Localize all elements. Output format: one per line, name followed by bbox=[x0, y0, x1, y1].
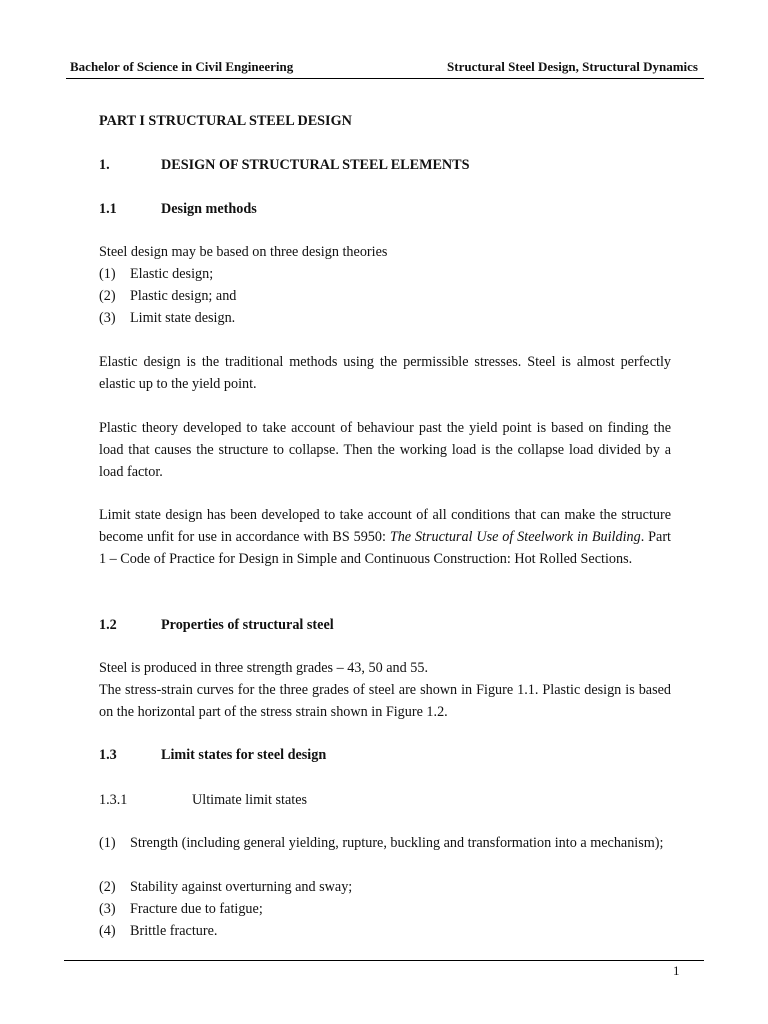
list-item: (3) Limit state design. bbox=[99, 310, 236, 326]
section-number: 1.1 bbox=[99, 201, 117, 217]
list-item: (3) Fracture due to fatigue; bbox=[99, 901, 263, 917]
list-item: (2) Plastic design; and bbox=[99, 288, 237, 304]
stress-strain-text: The stress-strain curves for the three grades of steel are shown in Figure 1.1. Plastic design is based on the horizontal part of the stress strain shown in Figure 1.2. bbox=[99, 682, 671, 720]
header-program: Bachelor of Science in Civil Engineering bbox=[70, 59, 294, 74]
list-item: (1) Strength (including general yielding, rupture, buckling and transformation into a mechanism); bbox=[99, 835, 664, 851]
section-number: 1.2 bbox=[99, 617, 117, 633]
list-item: (2) Stability against overturning and sway; bbox=[99, 879, 353, 895]
page-header bbox=[66, 58, 704, 79]
paragraph-elastic: Elastic design is the traditional methods using the permissible stresses. Steel is almost perfectly elastic up to the yield point. bbox=[99, 354, 671, 392]
paragraph-limit-state: Limit state design has been developed to take account of all conditions that can make the structure become unfit for use in accordance with BS 5950: The Structural Use of Steelwork in Building. Part 1 – Code of Practice for Design in Simple and Continuous Construction: Hot Rolled Sections. bbox=[99, 507, 671, 567]
section-title: Design methods bbox=[161, 201, 257, 217]
list-item: (1) Elastic design; bbox=[99, 266, 214, 282]
header-course: Structural Steel Design, Structural Dynamics bbox=[447, 59, 698, 74]
design-theories-intro: Steel design may be based on three design theories bbox=[99, 244, 388, 260]
part-title: PART I STRUCTURAL STEEL DESIGN bbox=[99, 113, 352, 129]
section-1-3-heading bbox=[99, 744, 326, 766]
list-item: (4) Brittle fracture. bbox=[99, 923, 218, 939]
chapter-title: DESIGN OF STRUCTURAL STEEL ELEMENTS bbox=[161, 157, 470, 173]
footer-rule bbox=[64, 960, 704, 961]
steel-grades-text: Steel is produced in three strength grades – 43, 50 and 55. bbox=[99, 660, 428, 676]
subsection-title: Ultimate limit states bbox=[192, 792, 308, 808]
chapter-heading bbox=[99, 154, 470, 176]
section-1-2-heading bbox=[99, 614, 334, 636]
page-number: 1 bbox=[673, 963, 680, 978]
section-1-1-heading bbox=[99, 198, 257, 220]
paragraph-plastic: Plastic theory developed to take account of behaviour past the yield point is based on finding the load that causes the structure to collapse. Then the working load is the collapse load divided by a load factor. bbox=[99, 420, 671, 480]
section-title: Limit states for steel design bbox=[161, 747, 327, 763]
section-title: Properties of structural steel bbox=[161, 617, 334, 633]
chapter-number: 1. bbox=[99, 157, 110, 173]
subsection-1-3-1-heading bbox=[99, 789, 307, 811]
standard-title: The Structural Use of Steelwork in Building bbox=[389, 529, 641, 545]
section-number: 1.3 bbox=[99, 747, 117, 763]
subsection-number: 1.3.1 bbox=[99, 792, 128, 808]
